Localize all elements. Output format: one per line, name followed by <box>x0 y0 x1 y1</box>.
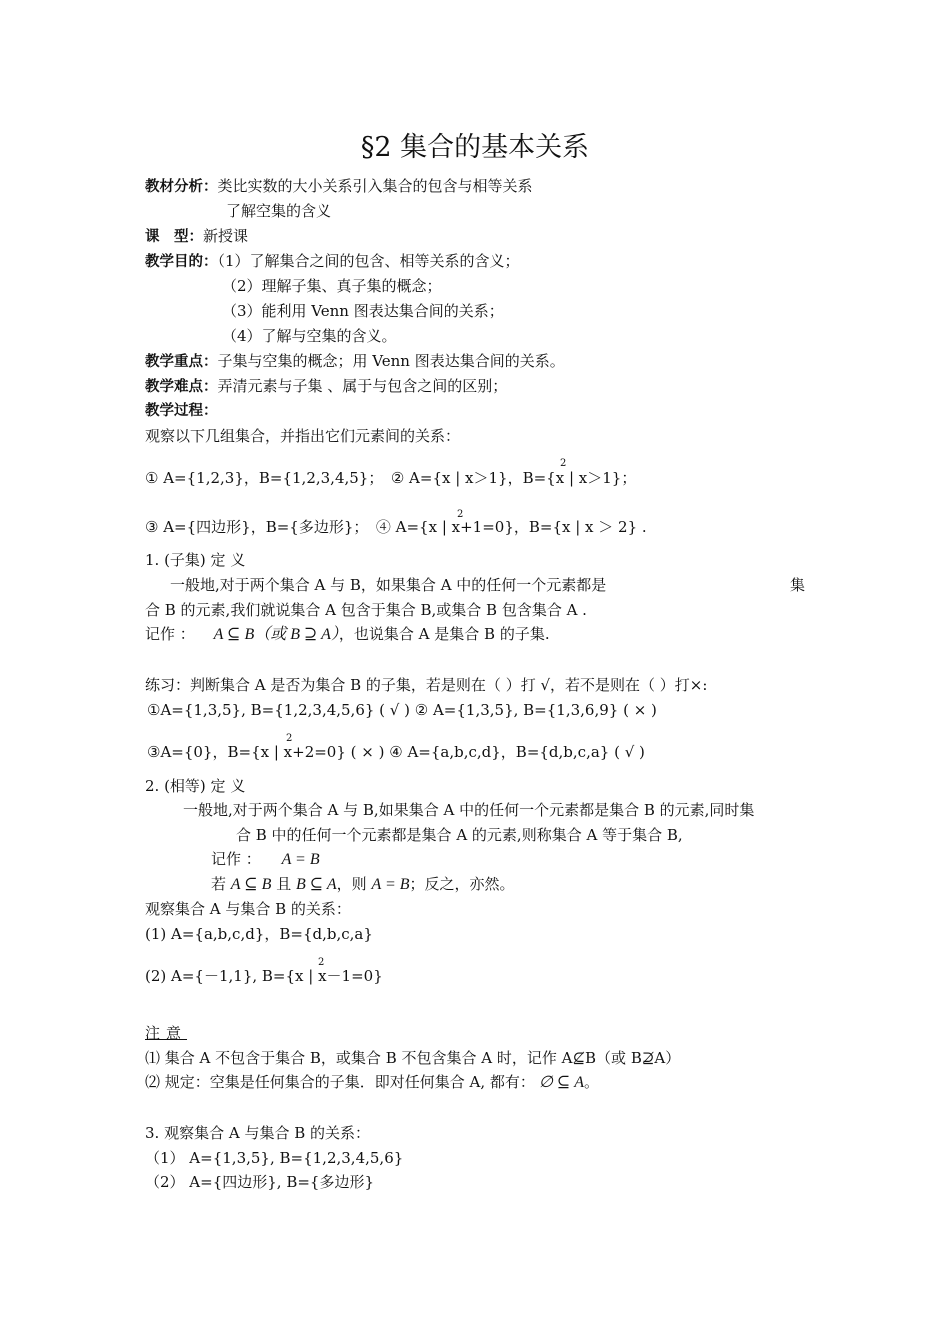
equal-notation <box>211 849 320 870</box>
subset-notation-math: A ⊆ B（或 B ⊇ A） <box>213 626 339 643</box>
hard-value: 弄清元素与子集 、属于与包含之间的区别； <box>217 377 508 395</box>
equal-line-1: 一般地,对于两个集合 A 与 B,如果集合 A 中的任何一个元素都是集合 B 的元素,同时集 <box>183 801 755 819</box>
notes-heading <box>145 1023 187 1043</box>
notes-heading-text: 注意 <box>145 1024 188 1042</box>
type-value: 新授课 <box>203 227 249 245</box>
observe-row-1-a: ① A={1,2,3}，B={1,2,3,4,5}； ② A={x | x＞1}，B={x | x <box>145 469 588 487</box>
goal-1: （1）了解集合之间的包含、相等关系的含义； <box>217 252 520 270</box>
observe-row-1 <box>145 468 636 488</box>
subset-heading: 1. (子集) 定 义 <box>145 551 246 569</box>
process-label: 教学过程： <box>145 403 218 419</box>
equal-example-1: (1) A={a,b,c,d}，B={d,b,c,a} <box>145 925 373 943</box>
analysis-text-1: 类比实数的大小关系引入集合的包含与相等关系 <box>217 177 533 195</box>
hard-row <box>145 376 507 397</box>
superscript-2: 2 <box>457 509 464 520</box>
analysis-label: 教材分析： <box>145 179 218 195</box>
superscript-2: 2 <box>286 733 293 744</box>
equal-if-d: ；反之，亦然。 <box>409 875 515 893</box>
observe-row-2 <box>145 517 647 537</box>
proper-example-1: （1） A={1,3,5}, B={1,2,3,4,5,6} <box>145 1149 404 1167</box>
equal-if-math-2: B ⊆ A <box>296 876 337 893</box>
goal-4: （4）了解与空集的含义。 <box>222 327 397 345</box>
equal-condition <box>211 874 515 895</box>
note-2 <box>145 1072 599 1093</box>
key-label: 教学重点： <box>145 354 218 370</box>
equal-line-2: 合 B 中的任何一个元素都是集合 A 的元素,则称集合 A 等于集合 B, <box>236 826 683 844</box>
proper-example-2: （2） A={四边形}, B={多边形} <box>145 1173 375 1191</box>
observe-intro: 观察以下几组集合，并指出它们元素间的关系： <box>145 427 461 445</box>
superscript-2: 2 <box>560 458 567 469</box>
observe-row-2-a: ③ A={四边形}，B={多边形}； ④ A={x | x <box>145 518 461 536</box>
proper-heading: 3. 观察集合 A 与集合 B 的关系： <box>145 1124 371 1142</box>
observe-row-2-b: +1=0}，B={x | x ＞ 2} . <box>460 518 647 536</box>
type-row <box>145 226 248 247</box>
equal-heading: 2. (相等) 定 义 <box>145 777 246 795</box>
practice-row-2 <box>147 742 645 762</box>
equal-if-math-3: A = B <box>371 876 410 893</box>
equal-example-2-a: (2) A={－1,1}, B={x | x <box>145 967 327 985</box>
analysis-text-2: 了解空集的含义 <box>226 202 332 220</box>
equal-example-2-b: －1=0} <box>326 967 383 985</box>
practice-row-2-b: +2=0} ( × ) ④ A={a,b,c,d}，B={d,b,c,a} ( √ ) <box>292 743 645 761</box>
practice-row-1: ①A={1,3,5}, B={1,2,3,4,5,6} ( √ ) ② A={1,3,5}, B={1,3,6,9} ( × ) <box>147 701 657 719</box>
subset-line-1-end: 集 <box>790 576 806 594</box>
equal-notation-label: 记作 ： <box>211 850 261 868</box>
note-2-a: ⑵ 规定：空集是任何集合的子集．即对任何集合 A, 都有： <box>145 1073 535 1091</box>
key-value: 子集与空集的概念；用 Venn 图表达集合间的关系。 <box>217 352 565 370</box>
analysis-row <box>145 176 533 197</box>
key-row <box>145 351 565 372</box>
subset-notation-rest: ，也说集合 A 是集合 B 的子集. <box>338 625 550 643</box>
page-title: §2 集合的基本关系 <box>360 132 590 163</box>
note-2-math: ∅ ⊆ A <box>534 1074 585 1091</box>
equal-notation-math: A = B <box>281 851 320 868</box>
type-label: 课 型： <box>145 229 203 245</box>
superscript-2: 2 <box>318 957 325 968</box>
goal-row <box>145 251 520 272</box>
equal-if-b: 且 <box>271 875 296 893</box>
hard-label: 教学难点： <box>145 379 218 395</box>
subset-line-2: 合 B 的元素,我们就说集合 A 包含于集合 B,或集合 B 包含集合 A . <box>145 601 587 619</box>
subset-line-1: 一般地,对于两个集合 A 与 B，如果集合 A 中的任何一个元素都是 <box>170 576 607 594</box>
practice-intro: 练习：判断集合 A 是否为集合 B 的子集，若是则在（ ）打 √，若不是则在（ ）打×: <box>145 676 708 694</box>
equal-if-c: ，则 <box>336 875 372 893</box>
subset-notation-label: 记作 ： <box>145 625 195 643</box>
goal-2: （2）理解子集、真子集的概念； <box>222 277 442 295</box>
equal-if-a: 若 <box>211 875 231 893</box>
goal-label: 教学目的： <box>145 254 218 270</box>
subset-notation <box>145 624 550 645</box>
note-1: ⑴ 集合 A 不包含于集合 B，或集合 B 不包含集合 A 时，记作 A⊈B（或 B⊉A） <box>145 1049 681 1067</box>
observe-row-1-b: ＞1}； <box>587 469 637 487</box>
equal-observe: 观察集合 A 与集合 B 的关系： <box>145 900 351 918</box>
practice-row-2-a: ③A={0}，B={x | x <box>147 743 293 761</box>
note-2-b: 。 <box>584 1073 600 1091</box>
equal-if-math-1: A ⊆ B <box>230 876 272 893</box>
equal-example-2 <box>145 966 383 986</box>
goal-3: （3）能利用 Venn 图表达集合间的关系； <box>222 302 504 320</box>
